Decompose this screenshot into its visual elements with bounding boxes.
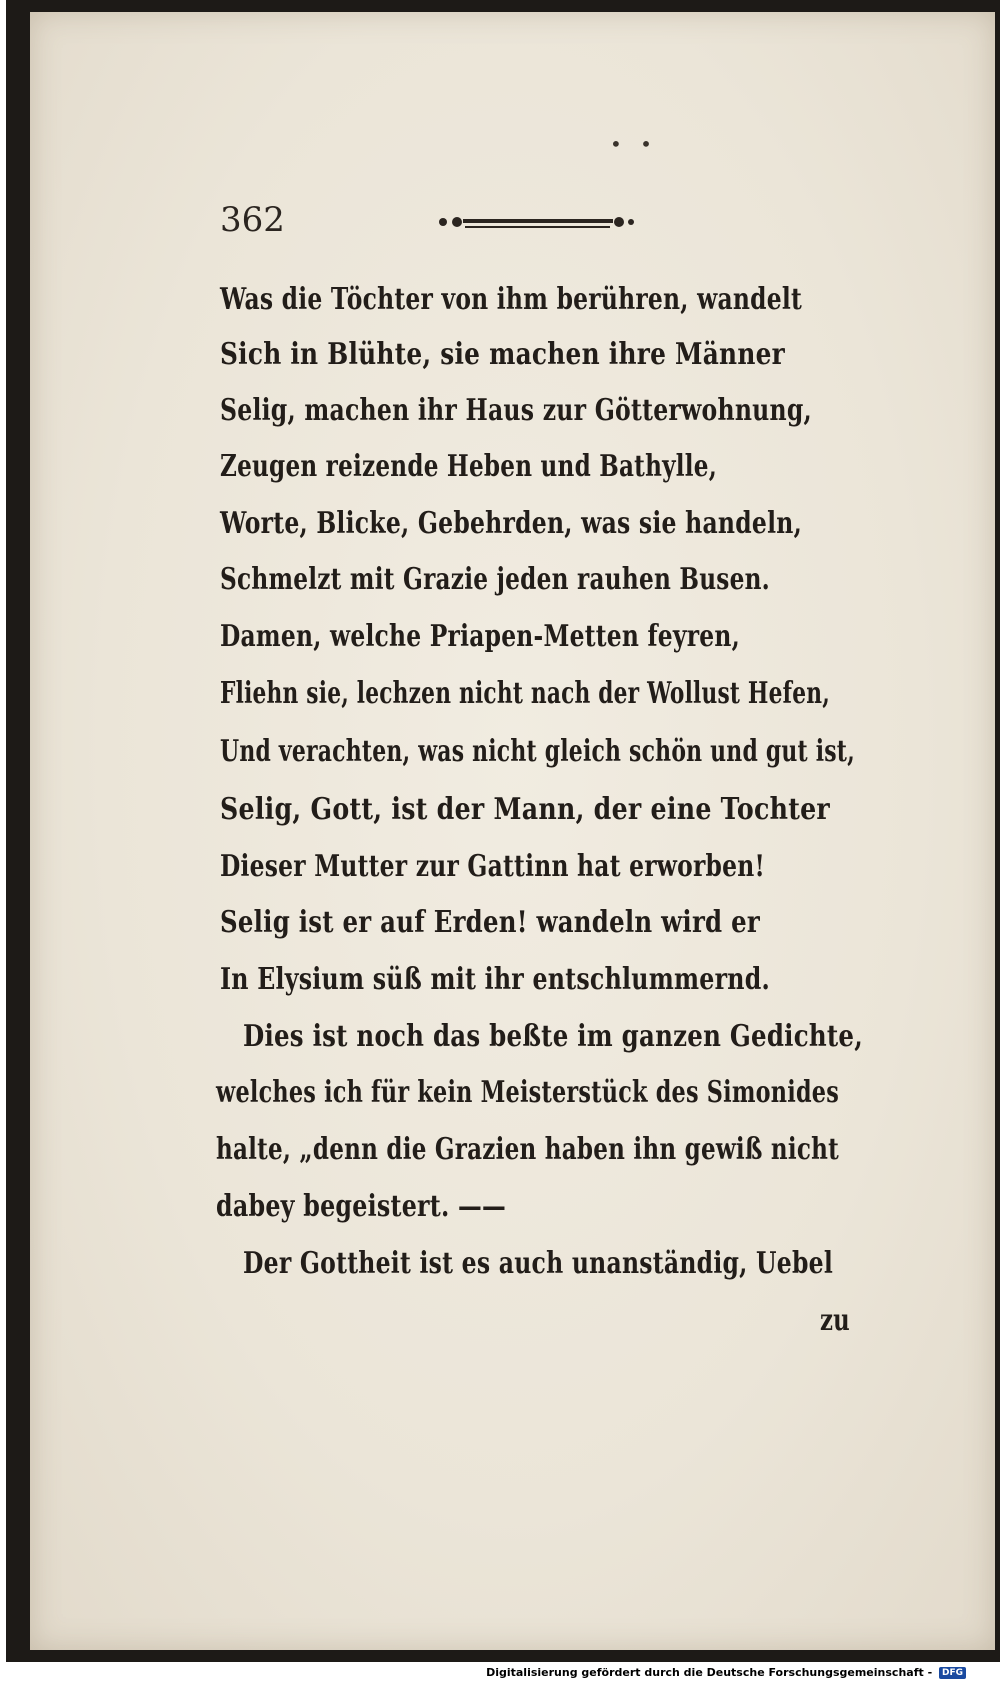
- text-line: Selig, Gott, ist der Mann, der eine Tochter: [220, 792, 830, 827]
- header-dots: • •: [610, 132, 658, 156]
- text-line: welches ich für kein Meisterstück des Simonides: [216, 1075, 839, 1110]
- text-line: Fliehn sie, lechzen nicht nach der Wollust Hefen,: [220, 676, 830, 711]
- footer-credit: [486, 1666, 966, 1679]
- page-number: 362: [220, 200, 285, 240]
- text-line: Selig, machen ihr Haus zur Götterwohnung,: [220, 393, 812, 428]
- text-line: halte, „denn die Grazien haben ihn gewiß nicht: [216, 1132, 839, 1167]
- text-line: Sich in Blühte, sie machen ihre Männer: [220, 337, 785, 372]
- text-line: Und verachten, was nicht gleich schön und gut ist,: [220, 734, 855, 769]
- text-line: Damen, welche Priapen-Metten feyren,: [220, 619, 740, 654]
- text-line: Der Gottheit ist es auch unanständig, Uebel: [243, 1246, 833, 1281]
- book-binding: [6, 0, 1000, 1662]
- text-line: Schmelzt mit Grazie jeden rauhen Busen.: [220, 562, 770, 597]
- header-ornament-icon: [435, 210, 685, 236]
- text-line: zu: [820, 1303, 850, 1338]
- text-line: Zeugen reizende Heben und Bathylle,: [220, 449, 717, 484]
- book-page: [30, 12, 995, 1650]
- text-line: Dieser Mutter zur Gattinn hat erworben!: [220, 849, 765, 884]
- text-line: In Elysium süß mit ihr entschlummernd.: [220, 962, 770, 997]
- text-line: Selig ist er auf Erden! wandeln wird er: [220, 905, 760, 940]
- text-line: dabey begeistert. ——: [216, 1189, 506, 1224]
- footer-credit-text: Digitalisierung gefördert durch die Deutsche Forschungsgemeinschaft -: [486, 1666, 933, 1679]
- text-line: Was die Töchter von ihm berühren, wandelt: [220, 282, 802, 317]
- dfg-logo-icon: DFG: [939, 1667, 966, 1679]
- text-line: Worte, Blicke, Gebehrden, was sie handeln,: [220, 506, 802, 541]
- text-line: Dies ist noch das beßte im ganzen Gedichte,: [243, 1019, 863, 1054]
